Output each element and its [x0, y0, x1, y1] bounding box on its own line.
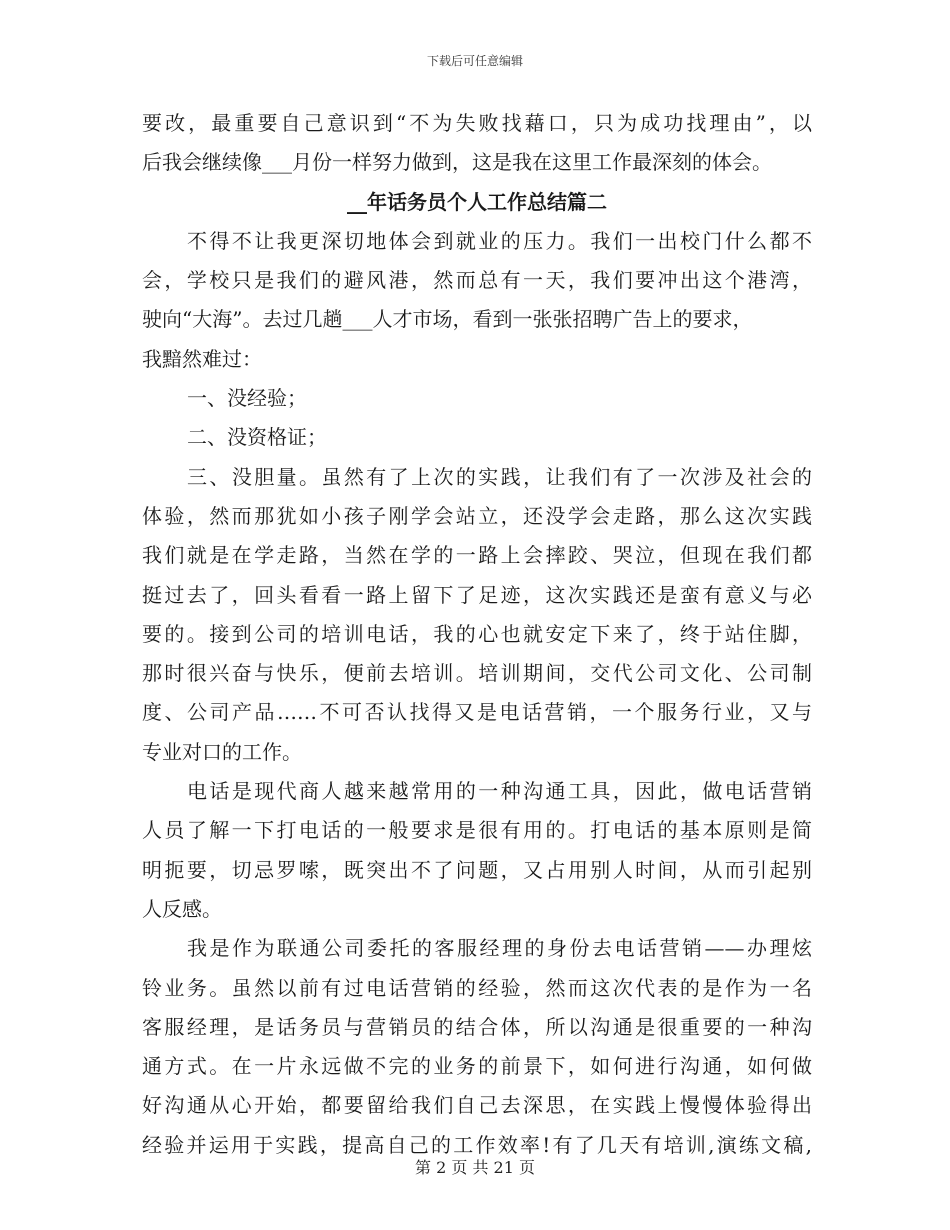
paragraph-line: 会，学校只是我们的避风港，然而总有一天，我们要冲出这个港湾， — [142, 268, 812, 293]
paragraph-line: 明扼要，切忌罗嗦，既突出不了问题，又占用别人时间，从而引起别 — [142, 857, 812, 882]
paragraph-line: 铃业务。虽然以前有过电话营销的经验，然而这次代表的是作为一名 — [142, 975, 812, 1000]
paragraph-line: 不得不让我更深切地体会到就业的压力。我们一出校门什么都不 — [187, 228, 812, 253]
paragraph-line: 要的。接到公司的培训电话，我的心也就安定下来了，终于站住脚， — [142, 621, 812, 646]
paragraph-line: 我是作为联通公司委托的客服经理的身份去电话营销——办理炫 — [187, 936, 812, 961]
document-body — [142, 104, 812, 1165]
paragraph-line: 挺过去了，回头看看一路上留下了足迹，这次实践还是蛮有意义与必 — [142, 582, 812, 607]
paragraph-line: 要改，最重要自己意识到“不为失败找藉口，只为成功找理由”，以 — [142, 111, 812, 135]
page-header-note: 下载后可任意编辑 — [426, 54, 523, 68]
paragraph-line: 通方式。在一片永远做不完的业务的前景下，如何进行沟通，如何做 — [142, 1054, 812, 1079]
page-number-footer: 第 2 页 共 21 页 — [415, 1158, 535, 1177]
paragraph-line: 人员了解一下打电话的一般要求是很有用的。打电话的基本原则是简 — [142, 818, 812, 843]
paragraph-line: 驶向“大海”。去过几趟___人才市场，看到一张张招聘广告上的要求， — [142, 307, 753, 332]
paragraph-line: 电话是现代商人越来越常用的一种沟通工具，因此，做电话营销 — [187, 779, 812, 804]
paragraph-line: 好沟通从心开始，都要留给我们自己去深思，在实践上慢慢体验得出 — [142, 1093, 812, 1118]
paragraph-line: 后我会继续像___月份一样努力做到，这是我在这里工作最深刻的体会。 — [142, 150, 772, 175]
paragraph-line: 我们就是在学走路，当然在学的一路上会摔跤、哭泣，但现在我们都 — [142, 543, 812, 568]
paragraph-line: 体验，然而那犹如小孩子刚学会站立，还没学会走路，那么这次实践 — [142, 503, 812, 528]
paragraph-line: 人反感。 — [142, 896, 222, 921]
paragraph-line: 三、没胆量。虽然有了上次的实践，让我们有了一次涉及社会的 — [187, 464, 812, 489]
paragraph-line: 客服经理，是话务员与营销员的结合体，所以沟通是很重要的一种沟 — [142, 1014, 812, 1039]
paragraph-line: 度、公司产品……不可否认找得又是电话营销，一个服务行业，又与 — [142, 700, 812, 725]
paragraph-line: 那时很兴奋与快乐，便前去培训。培训期间，交代公司文化、公司制 — [142, 661, 812, 686]
paragraph-line: 我黯然难过： — [142, 346, 262, 371]
paragraph-line: 经验并运用于实践，提高自己的工作效率!有了几天有培训,演练文稿, — [142, 1132, 812, 1157]
list-item: 一、没经验； — [187, 386, 307, 411]
list-item: 二、没资格证； — [187, 425, 327, 450]
section-title: __年话务员个人工作总结篇二 — [347, 189, 607, 214]
paragraph-line: 专业对口的工作。 — [142, 739, 302, 764]
